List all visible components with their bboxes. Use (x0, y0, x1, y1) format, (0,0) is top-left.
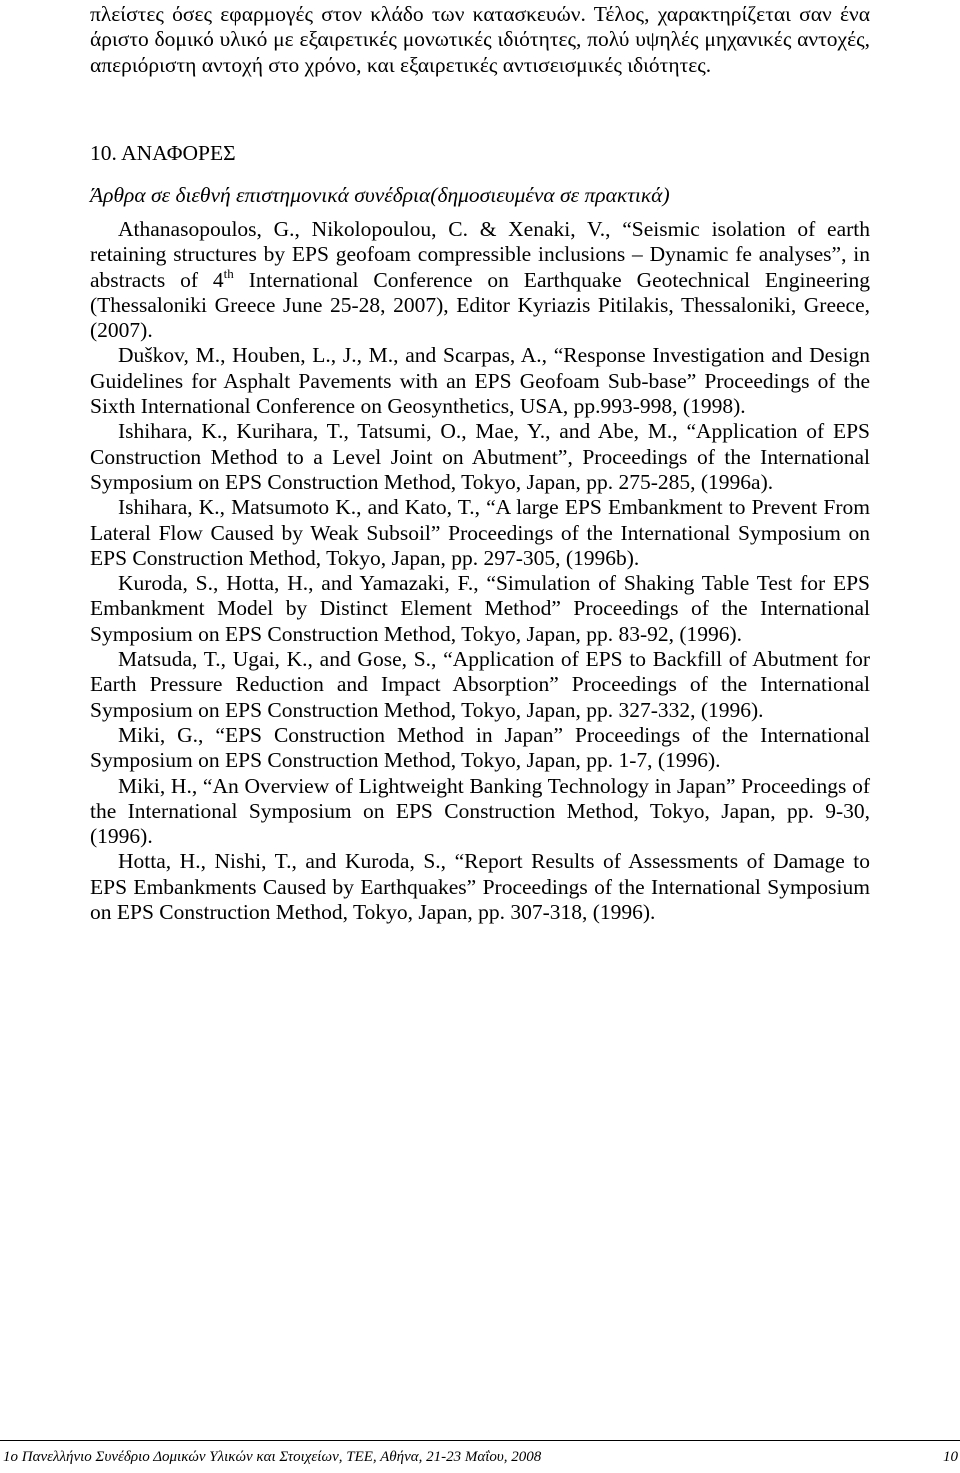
subsection-heading: Άρθρα σε διεθνή επιστημονικά συνέδρια(δημοσιευμένα σε πρακτικά) (90, 183, 670, 207)
reference-item: Matsuda, T., Ugai, K., and Gose, S., “Application of EPS to Backfill of Abutment for Earth Pressure Reduction and Impact Absorption” Proceedings of the International Symposium on EPS Construction Method, Tokyo, Japan, pp. 327-332, (1996). (90, 647, 870, 722)
reference-item: Ishihara, K., Matsumoto K., and Kato, T., “A large EPS Embankment to Prevent From Lateral Flow Caused by Weak Subsoil” Proceedings of the International Symposium on EPS Construction Method, Tokyo, Japan, pp. 297-305, (1996b). (90, 495, 870, 570)
page-number: 10 (943, 1449, 958, 1465)
reference-item: Duškov, M., Houben, L., J., M., and Scarpas, A., “Response Investigation and Design Guidelines for Asphalt Pavements with an EPS Geofoam Sub-base” Proceedings of the Sixth International Conference on Geosynthetics, USA, pp.993-998, (1998). (90, 343, 870, 419)
ordinal-superscript: th (223, 265, 234, 281)
footer-conference-text: 1ο Πανελλήνιο Συνέδριο Δομικών Υλικών και Στοιχείων, ΤΕΕ, Αθήνα, 21-23 Μαΐου, 2008 (3, 1449, 542, 1465)
reference-item: Miki, H., “An Overview of Lightweight Banking Technology in Japan” Proceedings of the International Symposium on EPS Construction Method, Tokyo, Japan, pp. 9-30, (1996). (90, 773, 870, 849)
reference-list (90, 217, 870, 925)
intro-paragraph: πλείστες όσες εφαρμογές στον κλάδο των κατασκευών. Τέλος, χαρακτηρίζεται σαν ένα άριστο δομικό υλικό με εξαιρετικές μονωτικές ιδιότητες, πολύ υψηλές μηχανικές αντοχές, απεριόριστη αντοχή στο χρόνο, και εξαιρετικές αντισεισμικές ιδιότητες. (90, 2, 870, 77)
reference-item (90, 217, 870, 343)
section-heading: 10. ΑΝΑΦΟΡΕΣ (90, 141, 236, 165)
reference-item: Kuroda, S., Hotta, H., and Yamazaki, F., “Simulation of Shaking Table Test for EPS Embankment Model by Distinct Element Method” Proceedings of the International Symposium on EPS Construction Method, Tokyo, Japan, pp. 83-92, (1996). (90, 571, 870, 646)
footer-divider (0, 1440, 960, 1441)
reference-text: Athanasopoulos, G., Nikolopoulou, C. & Xenaki, V., “Seismic isolation of earth retaining structures by EPS geofoam compressible inclusions – Dynamic fe analyses”, in abstracts of 4 (90, 217, 870, 292)
reference-item: Hotta, H., Nishi, T., and Kuroda, S., “Report Results of Assessments of Damage to EPS Embankments Caused by Earthquakes” Proceedings of the International Symposium on EPS Construction Method, Tokyo, Japan, pp. 307-318, (1996). (90, 849, 870, 925)
reference-text: International Conference on Earthquake Geotechnical Engineering (Thessaloniki Greece June 25-28, 2007), Editor Kyriazis Pitilakis, Thessaloniki, Greece, (2007). (90, 267, 870, 343)
reference-item: Miki, G., “EPS Construction Method in Japan” Proceedings of the International Symposium on EPS Construction Method, Tokyo, Japan, pp. 1-7, (1996). (90, 722, 870, 773)
reference-item: Ishihara, K., Kurihara, T., Tatsumi, O., Mae, Y., and Abe, M., “Application of EPS Construction Method to a Level Joint on Abutment”, Proceedings of the International Symposium on EPS Construction Method, Tokyo, Japan, pp. 275-285, (1996a). (90, 419, 870, 494)
page-footer (0, 1447, 960, 1467)
